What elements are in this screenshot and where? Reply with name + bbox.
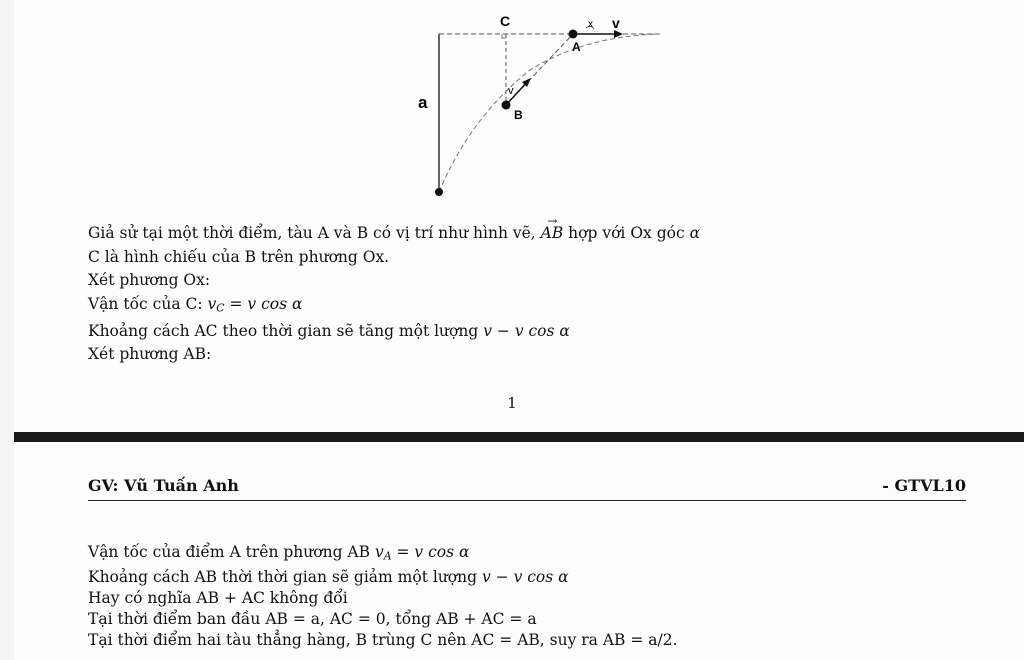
part1-line3: Xét phương Ox: (88, 271, 211, 289)
page-number: 1 (507, 394, 517, 412)
v-symbol: v (207, 294, 217, 313)
part2-line5: Tại thời điểm hai tàu thẳng hàng, B trùng C nên AC = AB, suy ra AB = a/2. (88, 630, 678, 649)
part1-line2: C là hình chiếu của B trên phương Ox. (88, 247, 390, 266)
p2-line1-equation: = v cos α (391, 543, 470, 561)
start-point (435, 188, 443, 196)
part1-line6: Xét phương AB: (88, 345, 212, 364)
diagram-svg (410, 8, 680, 208)
line1-text: Giả sử tại một thời điểm, tàu A và B có vị trí như hình vẽ, (88, 224, 541, 242)
label-x-top: x (588, 19, 593, 30)
author-name: GV: Vũ Tuấn Anh (88, 476, 239, 495)
subscript-a: A (383, 549, 392, 563)
label-c: C (500, 13, 511, 29)
p2-line2-text: Khoảng cách AB thời thời gian sẽ giảm một lượng (88, 567, 482, 586)
part2-text (88, 542, 678, 651)
alpha-symbol: α (689, 224, 701, 242)
trajectory-curve (439, 34, 660, 192)
part2-line1 (88, 542, 678, 567)
line4-equation: = v cos α (224, 294, 303, 313)
page-separator (14, 432, 1024, 442)
line5-text: Khoảng cách AC theo thời gian sẽ tăng một lượng (88, 321, 484, 340)
line4-text: Vận tốc của C: (88, 294, 208, 313)
part2-line2 (88, 567, 678, 588)
course-code: - GTVL10 (882, 476, 966, 495)
label-a-point: A (572, 40, 581, 54)
part2-line4: Tại thời điểm ban đầu AB = a, AC = 0, tổng AB + AC = a (88, 609, 537, 628)
p2-line2-math: v − v cos α (481, 567, 569, 586)
p2-line1-text: Vận tốc của điểm A trên phương AB (88, 543, 375, 561)
right-angle-mark (502, 34, 506, 38)
label-v-top: v (612, 15, 620, 31)
p2-v-symbol: v (374, 543, 384, 561)
point-b (502, 101, 511, 110)
part1-text (88, 222, 700, 367)
label-b-point: B (514, 108, 523, 122)
label-v-b: v (508, 85, 514, 97)
motion-diagram (410, 8, 680, 208)
page-header (88, 476, 966, 501)
part1-line1 (88, 222, 700, 246)
velocity-a-arrowhead (614, 30, 623, 38)
part1-line4 (88, 293, 700, 320)
part2-line3: Hay có nghĩa AB + AC không đổi (88, 588, 348, 607)
left-margin (0, 0, 14, 660)
label-side-a: a (418, 93, 428, 112)
line5-math: v − v cos α (483, 321, 570, 340)
line1-text-post: hợp với Ox góc (563, 224, 690, 242)
point-a (569, 30, 578, 39)
vector-ab: → AB (541, 222, 564, 246)
part1-line5 (88, 320, 700, 344)
subscript-c: C (216, 301, 225, 315)
